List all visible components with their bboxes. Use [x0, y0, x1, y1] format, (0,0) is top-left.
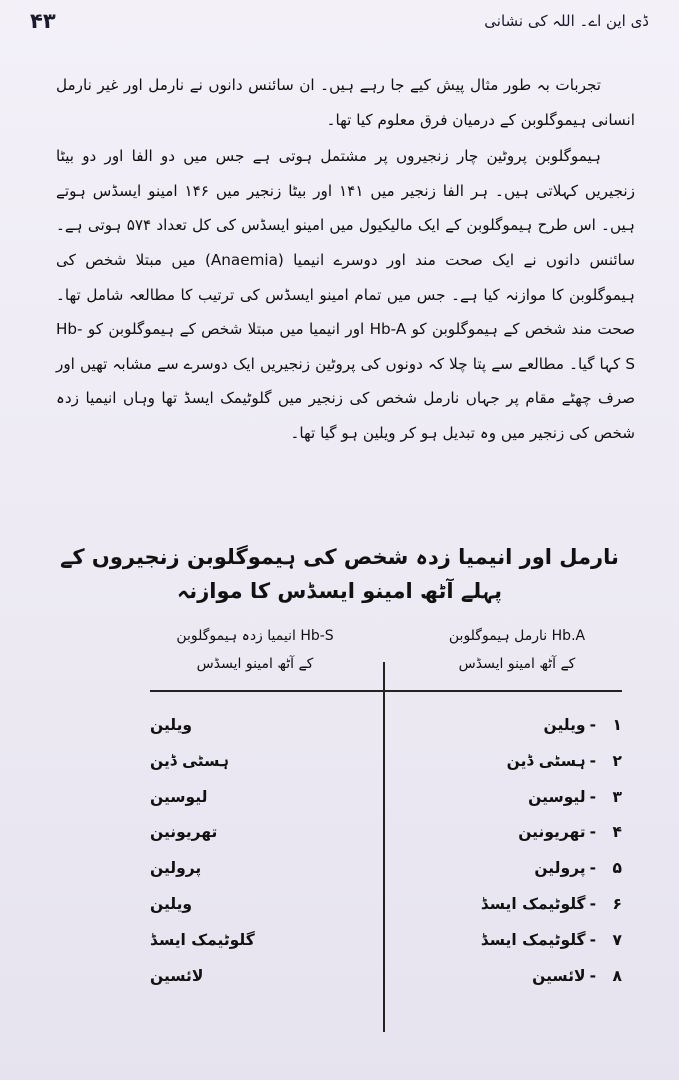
amino-acid-name: ہسٹی ڈین	[150, 751, 229, 770]
item-number: ۳	[612, 787, 622, 806]
list-item: ۷-گلوٹیمک ایسڈ	[422, 923, 622, 959]
normal-header-line2: کے آٹھ امینو ایسڈس	[458, 656, 576, 672]
amino-acid-name: لیوسین	[528, 787, 586, 806]
normal-amino-acid-list	[422, 708, 622, 994]
table-vertical-rule	[383, 662, 385, 1032]
amino-acid-name: تھریونین	[150, 823, 218, 842]
list-item	[150, 780, 350, 816]
list-item: ۳-لیوسین	[422, 780, 622, 816]
amino-acid-name: ہسٹی ڈین	[506, 751, 586, 770]
amino-acid-name: گلوٹیمک ایسڈ	[150, 930, 255, 949]
anemia-amino-acid-list	[150, 708, 350, 994]
table-horizontal-rule	[150, 690, 622, 692]
list-item	[150, 708, 350, 744]
list-item	[150, 851, 350, 887]
amino-acid-name: لائسین	[150, 966, 204, 985]
item-number: ۶	[612, 894, 622, 913]
amino-acid-name: ویلین	[150, 716, 193, 734]
anemia-header-line2: کے آٹھ امینو ایسڈس	[196, 656, 314, 672]
list-item: ۶-گلوٹیمک ایسڈ	[422, 887, 622, 923]
page-number: ۴۳	[30, 9, 56, 33]
normal-header-line1: Hb.A نارمل ہیموگلوبن	[448, 628, 586, 644]
list-item: ۲-ہسٹی ڈین	[422, 744, 622, 780]
list-item: ۱-ویلین	[422, 708, 622, 744]
section-title: نارمل اور انیمیا زدہ شخص کی ہیموگلوبن زنجیروں کے پہلے آٹھ امینو ایسڈس کا موازنہ	[60, 545, 619, 603]
list-item	[150, 959, 350, 995]
list-item	[150, 923, 350, 959]
list-item: ۴-تھریونین	[422, 815, 622, 851]
normal-column-header	[412, 622, 622, 678]
amino-acid-name: لائسین	[532, 966, 586, 985]
item-number: ۸	[612, 966, 622, 985]
paragraph: ہیموگلوبن پروٹین چار زنجیروں پر مشتمل ہوتی ہے جس میں دو الفا اور دو بیٹا زنجیریں کہلاتی ہیں۔ ہر الفا زنجیر میں ۱۴۱ اور بیٹا زنجیر میں ۱۴۶ امینو ایسڈس ہوتے ہیں۔ اس طرح ہیموگلوبن کے ایک مالیکیول میں امینو ایسڈس کی کل تعداد ۵۷۴ ہوتی ہے۔ سائنس دانوں نے ایک صحت مند اور دوسرے انیمیا (Anaemia) میں مبتلا شخص کی ہیموگلوبن کا موازنہ کیا ہے۔ جس میں تمام امینو ایسڈس کی ترتیب کا مطالعہ شامل تھا۔ صحت مند شخص کے ہیموگلوبن کو Hb-A اور انیمیا میں مبتلا شخص کے ہیموگلوبن کو Hb-S کہا گیا۔ مطالعے سے پتا چلا کہ دونوں کی پروٹین زنجیریں ایک دوسرے سے مشابہ تھیں اور صرف چھٹے مقام پر جہاں نارمل شخص کی زنجیر میں گلوٹیمک ایسڈ تھا وہاں انیمیا زدہ شخص کی زنجیر میں وہ تبدیل ہو کر ویلین ہو گیا تھا۔	[56, 147, 635, 442]
list-item	[150, 744, 350, 780]
amino-acid-name: لیوسین	[150, 787, 208, 806]
item-number: ۵	[612, 859, 622, 878]
item-number: ۲	[612, 751, 622, 770]
list-item: ۸-لائسین	[422, 959, 622, 995]
item-number: ۴	[612, 823, 622, 842]
anemia-column-header	[150, 622, 360, 678]
amino-acid-name: پرولین	[150, 859, 202, 878]
list-item: ۵-پرولین	[422, 851, 622, 887]
amino-acid-name: گلوٹیمک ایسڈ	[480, 894, 586, 913]
paragraph: تجربات بہ طور مثال پیش کیے جا رہے ہیں۔ ان سائنس دانوں نے نارمل اور غیر نارمل انسانی ہیموگلوبن کے درمیان فرق معلوم کیا تھا۔	[56, 76, 635, 129]
anemia-header-line1: Hb-S انیمیا زدہ ہیموگلوبن	[176, 628, 334, 644]
amino-acid-name: ویلین	[543, 716, 586, 734]
running-title: ڈی این اے۔ اللہ کی نشانی	[484, 12, 649, 30]
item-number: ۱	[612, 716, 622, 734]
comparison-table	[150, 622, 622, 1042]
amino-acid-name: ویلین	[150, 894, 193, 913]
item-number: ۷	[612, 930, 622, 949]
body-text	[56, 68, 635, 451]
amino-acid-name: تھریونین	[518, 823, 586, 842]
amino-acid-name: گلوٹیمک ایسڈ	[480, 930, 586, 949]
list-item	[150, 815, 350, 851]
amino-acid-name: پرولین	[534, 859, 586, 878]
page-header	[30, 8, 649, 34]
list-item	[150, 887, 350, 923]
